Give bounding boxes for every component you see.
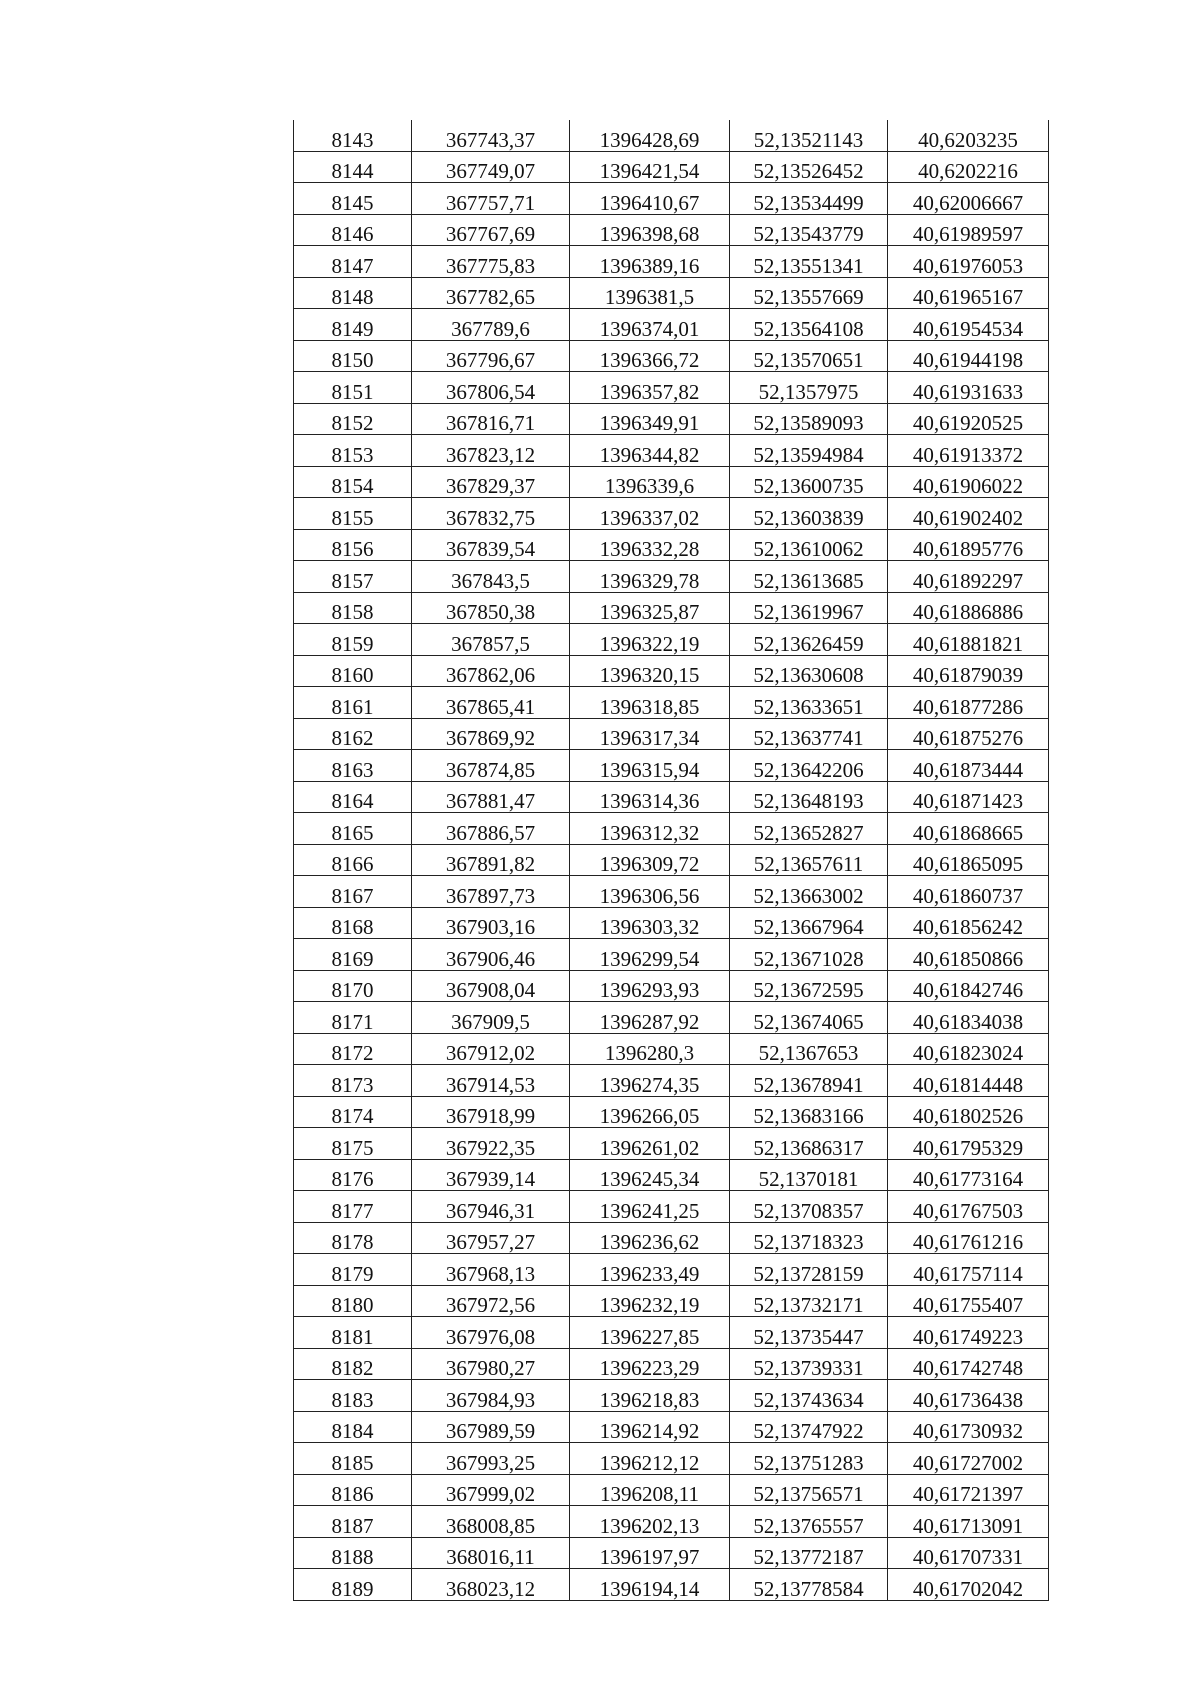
table-row [294, 907, 1049, 939]
y-coordinate-cell: 1396381,5 [570, 277, 730, 309]
longitude-cell: 40,61865095 [888, 844, 1049, 876]
x-coordinate-cell: 367869,92 [412, 718, 570, 750]
point-number-cell: 8143 [294, 120, 412, 151]
latitude-cell: 52,13594984 [730, 435, 888, 467]
longitude-cell: 40,61736438 [888, 1380, 1049, 1412]
point-number-cell: 8171 [294, 1002, 412, 1034]
y-coordinate-cell: 1396287,92 [570, 1002, 730, 1034]
longitude-cell: 40,61856242 [888, 907, 1049, 939]
latitude-cell: 52,1357975 [730, 372, 888, 404]
point-number-cell: 8169 [294, 939, 412, 971]
latitude-cell: 52,13626459 [730, 624, 888, 656]
table-row [294, 1065, 1049, 1097]
longitude-cell: 40,6203235 [888, 120, 1049, 151]
longitude-cell: 40,61875276 [888, 718, 1049, 750]
y-coordinate-cell: 1396344,82 [570, 435, 730, 467]
longitude-cell: 40,61721397 [888, 1474, 1049, 1506]
y-coordinate-cell: 1396212,12 [570, 1443, 730, 1475]
latitude-cell: 52,13589093 [730, 403, 888, 435]
x-coordinate-cell: 367939,14 [412, 1159, 570, 1191]
table-row [294, 1317, 1049, 1349]
latitude-cell: 52,13543779 [730, 214, 888, 246]
table-row [294, 435, 1049, 467]
latitude-cell: 52,13683166 [730, 1096, 888, 1128]
x-coordinate-cell: 367989,59 [412, 1411, 570, 1443]
latitude-cell: 52,13610062 [730, 529, 888, 561]
latitude-cell: 52,13672595 [730, 970, 888, 1002]
table-row [294, 1443, 1049, 1475]
y-coordinate-cell: 1396349,91 [570, 403, 730, 435]
y-coordinate-cell: 1396329,78 [570, 561, 730, 593]
y-coordinate-cell: 1396306,56 [570, 876, 730, 908]
longitude-cell: 40,61761216 [888, 1222, 1049, 1254]
x-coordinate-cell: 367843,5 [412, 561, 570, 593]
point-number-cell: 8170 [294, 970, 412, 1002]
longitude-cell: 40,61954534 [888, 309, 1049, 341]
y-coordinate-cell: 1396410,67 [570, 183, 730, 215]
longitude-cell: 40,61757114 [888, 1254, 1049, 1286]
y-coordinate-cell: 1396208,11 [570, 1474, 730, 1506]
y-coordinate-cell: 1396274,35 [570, 1065, 730, 1097]
table-row [294, 309, 1049, 341]
latitude-cell: 52,13663002 [730, 876, 888, 908]
longitude-cell: 40,61755407 [888, 1285, 1049, 1317]
y-coordinate-cell: 1396245,34 [570, 1159, 730, 1191]
longitude-cell: 40,61871423 [888, 781, 1049, 813]
latitude-cell: 52,13570651 [730, 340, 888, 372]
x-coordinate-cell: 367886,57 [412, 813, 570, 845]
latitude-cell: 52,13756571 [730, 1474, 888, 1506]
table-row [294, 340, 1049, 372]
x-coordinate-cell: 367999,02 [412, 1474, 570, 1506]
longitude-cell: 40,61773164 [888, 1159, 1049, 1191]
y-coordinate-cell: 1396299,54 [570, 939, 730, 971]
latitude-cell: 52,13603839 [730, 498, 888, 530]
point-number-cell: 8176 [294, 1159, 412, 1191]
y-coordinate-cell: 1396197,97 [570, 1537, 730, 1569]
x-coordinate-cell: 367957,27 [412, 1222, 570, 1254]
point-number-cell: 8152 [294, 403, 412, 435]
y-coordinate-cell: 1396261,02 [570, 1128, 730, 1160]
x-coordinate-cell: 367891,82 [412, 844, 570, 876]
longitude-cell: 40,61902402 [888, 498, 1049, 530]
latitude-cell: 52,13642206 [730, 750, 888, 782]
point-number-cell: 8149 [294, 309, 412, 341]
x-coordinate-cell: 367922,35 [412, 1128, 570, 1160]
table-row [294, 1285, 1049, 1317]
point-number-cell: 8146 [294, 214, 412, 246]
point-number-cell: 8167 [294, 876, 412, 908]
table-row [294, 781, 1049, 813]
x-coordinate-cell: 367968,13 [412, 1254, 570, 1286]
point-number-cell: 8166 [294, 844, 412, 876]
longitude-cell: 40,61730932 [888, 1411, 1049, 1443]
x-coordinate-cell: 367914,53 [412, 1065, 570, 1097]
point-number-cell: 8145 [294, 183, 412, 215]
latitude-cell: 52,13671028 [730, 939, 888, 971]
point-number-cell: 8155 [294, 498, 412, 530]
table-row [294, 1222, 1049, 1254]
x-coordinate-cell: 367775,83 [412, 246, 570, 278]
longitude-cell: 40,61742748 [888, 1348, 1049, 1380]
longitude-cell: 40,61976053 [888, 246, 1049, 278]
x-coordinate-cell: 367806,54 [412, 372, 570, 404]
x-coordinate-cell: 367857,5 [412, 624, 570, 656]
latitude-cell: 52,13526452 [730, 151, 888, 183]
point-number-cell: 8151 [294, 372, 412, 404]
y-coordinate-cell: 1396337,02 [570, 498, 730, 530]
x-coordinate-cell: 367767,69 [412, 214, 570, 246]
longitude-cell: 40,61702042 [888, 1569, 1049, 1601]
y-coordinate-cell: 1396233,49 [570, 1254, 730, 1286]
y-coordinate-cell: 1396357,82 [570, 372, 730, 404]
point-number-cell: 8150 [294, 340, 412, 372]
x-coordinate-cell: 367749,07 [412, 151, 570, 183]
table-row [294, 939, 1049, 971]
y-coordinate-cell: 1396366,72 [570, 340, 730, 372]
x-coordinate-cell: 367796,67 [412, 340, 570, 372]
longitude-cell: 40,61814448 [888, 1065, 1049, 1097]
point-number-cell: 8147 [294, 246, 412, 278]
longitude-cell: 40,61944198 [888, 340, 1049, 372]
y-coordinate-cell: 1396303,32 [570, 907, 730, 939]
table-row [294, 561, 1049, 593]
latitude-cell: 52,13648193 [730, 781, 888, 813]
x-coordinate-cell: 367874,85 [412, 750, 570, 782]
latitude-cell: 52,13674065 [730, 1002, 888, 1034]
latitude-cell: 52,13751283 [730, 1443, 888, 1475]
longitude-cell: 40,61802526 [888, 1096, 1049, 1128]
x-coordinate-cell: 367823,12 [412, 435, 570, 467]
latitude-cell: 52,13551341 [730, 246, 888, 278]
point-number-cell: 8179 [294, 1254, 412, 1286]
longitude-cell: 40,61913372 [888, 435, 1049, 467]
latitude-cell: 52,13718323 [730, 1222, 888, 1254]
longitude-cell: 40,61879039 [888, 655, 1049, 687]
table-row [294, 1569, 1049, 1601]
table-row [294, 687, 1049, 719]
x-coordinate-cell: 367862,06 [412, 655, 570, 687]
table-row [294, 1348, 1049, 1380]
longitude-cell: 40,61795329 [888, 1128, 1049, 1160]
latitude-cell: 52,13765557 [730, 1506, 888, 1538]
table-row [294, 813, 1049, 845]
coordinates-table-body [294, 120, 1049, 1600]
point-number-cell: 8173 [294, 1065, 412, 1097]
longitude-cell: 40,61873444 [888, 750, 1049, 782]
latitude-cell: 52,13521143 [730, 120, 888, 151]
latitude-cell: 52,13735447 [730, 1317, 888, 1349]
x-coordinate-cell: 367757,71 [412, 183, 570, 215]
y-coordinate-cell: 1396280,3 [570, 1033, 730, 1065]
point-number-cell: 8144 [294, 151, 412, 183]
longitude-cell: 40,61868665 [888, 813, 1049, 845]
longitude-cell: 40,61727002 [888, 1443, 1049, 1475]
latitude-cell: 52,13708357 [730, 1191, 888, 1223]
y-coordinate-cell: 1396332,28 [570, 529, 730, 561]
longitude-cell: 40,61860737 [888, 876, 1049, 908]
y-coordinate-cell: 1396322,19 [570, 624, 730, 656]
point-number-cell: 8157 [294, 561, 412, 593]
y-coordinate-cell: 1396315,94 [570, 750, 730, 782]
x-coordinate-cell: 367881,47 [412, 781, 570, 813]
latitude-cell: 52,13657611 [730, 844, 888, 876]
point-number-cell: 8165 [294, 813, 412, 845]
point-number-cell: 8182 [294, 1348, 412, 1380]
latitude-cell: 52,1370181 [730, 1159, 888, 1191]
point-number-cell: 8162 [294, 718, 412, 750]
longitude-cell: 40,61886886 [888, 592, 1049, 624]
x-coordinate-cell: 367789,6 [412, 309, 570, 341]
x-coordinate-cell: 367984,93 [412, 1380, 570, 1412]
longitude-cell: 40,61881821 [888, 624, 1049, 656]
latitude-cell: 52,13564108 [730, 309, 888, 341]
table-row [294, 1096, 1049, 1128]
x-coordinate-cell: 367816,71 [412, 403, 570, 435]
table-row [294, 970, 1049, 1002]
y-coordinate-cell: 1396398,68 [570, 214, 730, 246]
latitude-cell: 52,13619967 [730, 592, 888, 624]
point-number-cell: 8188 [294, 1537, 412, 1569]
table-row [294, 403, 1049, 435]
table-row [294, 1411, 1049, 1443]
x-coordinate-cell: 367972,56 [412, 1285, 570, 1317]
table-row [294, 1128, 1049, 1160]
point-number-cell: 8180 [294, 1285, 412, 1317]
y-coordinate-cell: 1396194,14 [570, 1569, 730, 1601]
coordinates-table [293, 120, 1049, 1601]
point-number-cell: 8160 [294, 655, 412, 687]
table-row [294, 718, 1049, 750]
y-coordinate-cell: 1396218,83 [570, 1380, 730, 1412]
table-row [294, 624, 1049, 656]
x-coordinate-cell: 367993,25 [412, 1443, 570, 1475]
point-number-cell: 8184 [294, 1411, 412, 1443]
x-coordinate-cell: 367908,04 [412, 970, 570, 1002]
x-coordinate-cell: 367839,54 [412, 529, 570, 561]
latitude-cell: 52,13778584 [730, 1569, 888, 1601]
x-coordinate-cell: 367743,37 [412, 120, 570, 151]
point-number-cell: 8174 [294, 1096, 412, 1128]
table-row [294, 466, 1049, 498]
y-coordinate-cell: 1396293,93 [570, 970, 730, 1002]
latitude-cell: 52,13652827 [730, 813, 888, 845]
longitude-cell: 40,61713091 [888, 1506, 1049, 1538]
y-coordinate-cell: 1396214,92 [570, 1411, 730, 1443]
point-number-cell: 8183 [294, 1380, 412, 1412]
x-coordinate-cell: 367946,31 [412, 1191, 570, 1223]
point-number-cell: 8164 [294, 781, 412, 813]
longitude-cell: 40,61895776 [888, 529, 1049, 561]
table-row [294, 277, 1049, 309]
latitude-cell: 52,13630608 [730, 655, 888, 687]
point-number-cell: 8175 [294, 1128, 412, 1160]
y-coordinate-cell: 1396236,62 [570, 1222, 730, 1254]
longitude-cell: 40,61892297 [888, 561, 1049, 593]
y-coordinate-cell: 1396232,19 [570, 1285, 730, 1317]
point-number-cell: 8187 [294, 1506, 412, 1538]
x-coordinate-cell: 367897,73 [412, 876, 570, 908]
longitude-cell: 40,61834038 [888, 1002, 1049, 1034]
longitude-cell: 40,61850866 [888, 939, 1049, 971]
point-number-cell: 8189 [294, 1569, 412, 1601]
table-row [294, 498, 1049, 530]
point-number-cell: 8163 [294, 750, 412, 782]
point-number-cell: 8177 [294, 1191, 412, 1223]
y-coordinate-cell: 1396314,36 [570, 781, 730, 813]
x-coordinate-cell: 367832,75 [412, 498, 570, 530]
latitude-cell: 52,13678941 [730, 1065, 888, 1097]
table-row [294, 1159, 1049, 1191]
table-row [294, 1002, 1049, 1034]
table-row [294, 592, 1049, 624]
y-coordinate-cell: 1396317,34 [570, 718, 730, 750]
longitude-cell: 40,61749223 [888, 1317, 1049, 1349]
table-row [294, 844, 1049, 876]
latitude-cell: 52,13772187 [730, 1537, 888, 1569]
point-number-cell: 8181 [294, 1317, 412, 1349]
latitude-cell: 52,13534499 [730, 183, 888, 215]
point-number-cell: 8185 [294, 1443, 412, 1475]
x-coordinate-cell: 367829,37 [412, 466, 570, 498]
y-coordinate-cell: 1396339,6 [570, 466, 730, 498]
longitude-cell: 40,61842746 [888, 970, 1049, 1002]
table-row [294, 1033, 1049, 1065]
point-number-cell: 8148 [294, 277, 412, 309]
table-row [294, 120, 1049, 151]
x-coordinate-cell: 367980,27 [412, 1348, 570, 1380]
longitude-cell: 40,61877286 [888, 687, 1049, 719]
latitude-cell: 52,13600735 [730, 466, 888, 498]
x-coordinate-cell: 367906,46 [412, 939, 570, 971]
table-row [294, 1537, 1049, 1569]
latitude-cell: 52,13637741 [730, 718, 888, 750]
y-coordinate-cell: 1396241,25 [570, 1191, 730, 1223]
latitude-cell: 52,13667964 [730, 907, 888, 939]
y-coordinate-cell: 1396223,29 [570, 1348, 730, 1380]
y-coordinate-cell: 1396266,05 [570, 1096, 730, 1128]
table-row [294, 183, 1049, 215]
latitude-cell: 52,13732171 [730, 1285, 888, 1317]
latitude-cell: 52,13613685 [730, 561, 888, 593]
x-coordinate-cell: 367850,38 [412, 592, 570, 624]
longitude-cell: 40,61920525 [888, 403, 1049, 435]
table-row [294, 1254, 1049, 1286]
longitude-cell: 40,61906022 [888, 466, 1049, 498]
y-coordinate-cell: 1396374,01 [570, 309, 730, 341]
latitude-cell: 52,13747922 [730, 1411, 888, 1443]
point-number-cell: 8154 [294, 466, 412, 498]
table-row [294, 529, 1049, 561]
point-number-cell: 8178 [294, 1222, 412, 1254]
latitude-cell: 52,1367653 [730, 1033, 888, 1065]
latitude-cell: 52,13739331 [730, 1348, 888, 1380]
longitude-cell: 40,6202216 [888, 151, 1049, 183]
longitude-cell: 40,61989597 [888, 214, 1049, 246]
y-coordinate-cell: 1396325,87 [570, 592, 730, 624]
latitude-cell: 52,13686317 [730, 1128, 888, 1160]
point-number-cell: 8186 [294, 1474, 412, 1506]
x-coordinate-cell: 368008,85 [412, 1506, 570, 1538]
x-coordinate-cell: 367782,65 [412, 277, 570, 309]
latitude-cell: 52,13557669 [730, 277, 888, 309]
y-coordinate-cell: 1396312,32 [570, 813, 730, 845]
point-number-cell: 8158 [294, 592, 412, 624]
x-coordinate-cell: 367865,41 [412, 687, 570, 719]
point-number-cell: 8153 [294, 435, 412, 467]
x-coordinate-cell: 367918,99 [412, 1096, 570, 1128]
point-number-cell: 8161 [294, 687, 412, 719]
longitude-cell: 40,61767503 [888, 1191, 1049, 1223]
x-coordinate-cell: 368016,11 [412, 1537, 570, 1569]
longitude-cell: 40,61823024 [888, 1033, 1049, 1065]
x-coordinate-cell: 367909,5 [412, 1002, 570, 1034]
table-row [294, 151, 1049, 183]
point-number-cell: 8156 [294, 529, 412, 561]
table-row [294, 214, 1049, 246]
point-number-cell: 8168 [294, 907, 412, 939]
latitude-cell: 52,13743634 [730, 1380, 888, 1412]
y-coordinate-cell: 1396202,13 [570, 1506, 730, 1538]
x-coordinate-cell: 368023,12 [412, 1569, 570, 1601]
table-row [294, 1191, 1049, 1223]
table-row [294, 655, 1049, 687]
y-coordinate-cell: 1396421,54 [570, 151, 730, 183]
y-coordinate-cell: 1396320,15 [570, 655, 730, 687]
latitude-cell: 52,13633651 [730, 687, 888, 719]
x-coordinate-cell: 367912,02 [412, 1033, 570, 1065]
point-number-cell: 8159 [294, 624, 412, 656]
longitude-cell: 40,61931633 [888, 372, 1049, 404]
table-row [294, 750, 1049, 782]
table-row [294, 1380, 1049, 1412]
x-coordinate-cell: 367976,08 [412, 1317, 570, 1349]
x-coordinate-cell: 367903,16 [412, 907, 570, 939]
table-row [294, 372, 1049, 404]
longitude-cell: 40,61707331 [888, 1537, 1049, 1569]
longitude-cell: 40,61965167 [888, 277, 1049, 309]
latitude-cell: 52,13728159 [730, 1254, 888, 1286]
table-row [294, 1474, 1049, 1506]
y-coordinate-cell: 1396428,69 [570, 120, 730, 151]
table-row [294, 1506, 1049, 1538]
table-row [294, 876, 1049, 908]
y-coordinate-cell: 1396318,85 [570, 687, 730, 719]
y-coordinate-cell: 1396389,16 [570, 246, 730, 278]
point-number-cell: 8172 [294, 1033, 412, 1065]
table-row [294, 246, 1049, 278]
longitude-cell: 40,62006667 [888, 183, 1049, 215]
y-coordinate-cell: 1396227,85 [570, 1317, 730, 1349]
y-coordinate-cell: 1396309,72 [570, 844, 730, 876]
